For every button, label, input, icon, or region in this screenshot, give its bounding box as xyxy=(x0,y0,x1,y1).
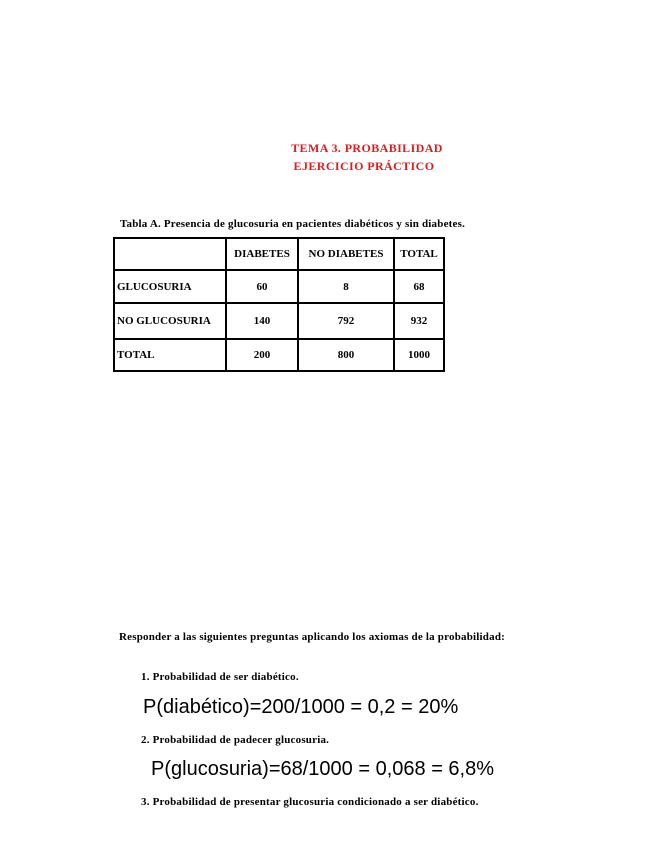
table-header-no-diabetes: NO DIABETES xyxy=(298,238,394,270)
instructions-text: Responder a las siguientes preguntas aplicando los axiomas de la probabilidad: xyxy=(119,631,506,643)
answer-1: P(diabético)=200/1000 = 0,2 = 20% xyxy=(143,696,459,718)
question-3: 3. Probabilidad de presentar glucosuria condicionado a ser diabético. xyxy=(141,796,479,808)
table-cell: 200 xyxy=(226,339,298,371)
table-cell: 8 xyxy=(298,270,394,303)
table-header-empty xyxy=(114,238,226,270)
contingency-table xyxy=(113,237,445,372)
table-cell: GLUCOSURIA xyxy=(114,270,226,303)
table-cell: 932 xyxy=(394,303,444,339)
answer-2: P(glucosuria)=68/1000 = 0,068 = 6,8% xyxy=(151,758,495,780)
question-1: 1. Probabilidad de ser diabético. xyxy=(141,671,299,683)
question-2: 2. Probabilidad de padecer glucosuria. xyxy=(141,734,330,746)
table-row xyxy=(114,270,444,303)
table-cell: 60 xyxy=(226,270,298,303)
table-cell: TOTAL xyxy=(114,339,226,371)
document-title: TEMA 3. PROBABILIDAD xyxy=(291,141,443,155)
table-cell: 800 xyxy=(298,339,394,371)
table-cell: 1000 xyxy=(394,339,444,371)
table-header-row xyxy=(114,238,444,270)
table-row xyxy=(114,303,444,339)
table-row xyxy=(114,339,444,371)
table-cell: 68 xyxy=(394,270,444,303)
table-cell: NO GLUCOSURIA xyxy=(114,303,226,339)
table-header-diabetes: DIABETES xyxy=(226,238,298,270)
table-caption: Tabla A. Presencia de glucosuria en pacientes diabéticos y sin diabetes. xyxy=(120,218,466,230)
table-cell: 792 xyxy=(298,303,394,339)
document-subtitle: EJERCICIO PRÁCTICO xyxy=(293,159,435,173)
table-header-total: TOTAL xyxy=(394,238,444,270)
table-cell: 140 xyxy=(226,303,298,339)
